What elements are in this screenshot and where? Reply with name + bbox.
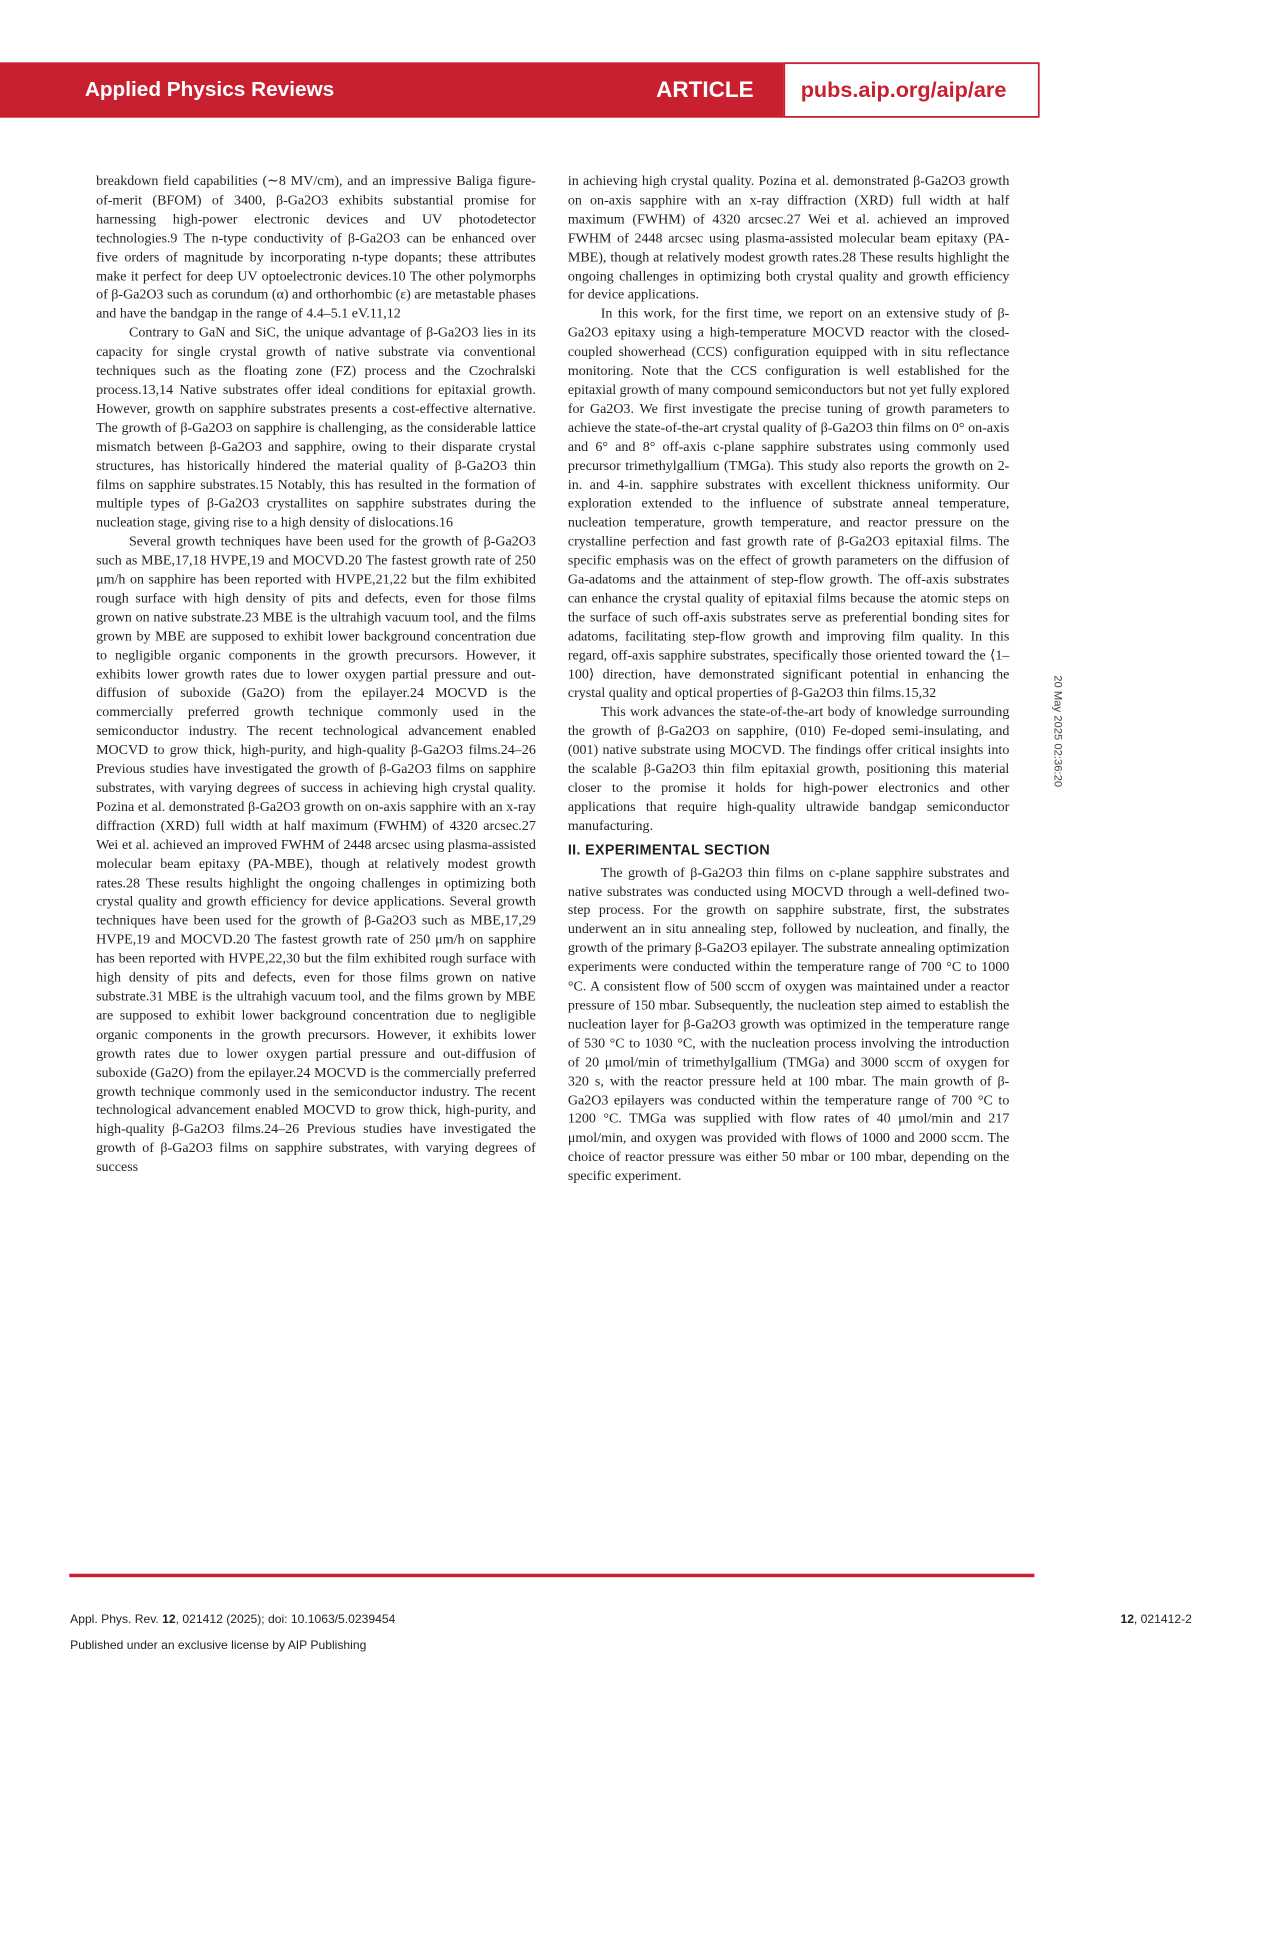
page-volume: 12 — [1120, 1611, 1134, 1626]
download-timestamp: 20 May 2025 02:36:20 — [1051, 675, 1065, 788]
citation-volume: 12 — [162, 1611, 176, 1626]
footer-page-number — [1120, 1612, 1191, 1626]
left-column — [96, 172, 536, 1177]
footer-citation — [70, 1612, 395, 1626]
paragraph: breakdown field capabilities (∼8 MV/cm), and an impressive Baliga figure-of-merit (BFOM) of 3400, β-Ga2O3 exhibits substantial promise for harnessing high-power electronic devices and UV photodetector technologies.9 The n-type conductivity of β-Ga2O3 can be enhanced over five orders of magnitude by incorporating n-type dopants; these attributes make it perfect for deep UV optoelectronic devices.10 The other polymorphs of β-Ga2O3 such as corundum (α) and orthorhombic (ε) are metastable phases and have the bandgap in the range of 4.4–5.1 eV.11,12 — [96, 173, 536, 322]
paragraph: The growth of β-Ga2O3 thin films on c-plane sapphire substrates and native substrates was conducted using MOCVD through a well-defined two-step process. For the growth on sapphire substrate, first, the substrates underwent an in situ annealing step, followed by nucleation, and finally, the growth of the primary β-Ga2O3 epilayer. The substrate annealing optimization experiments were conducted within the temperature range of 700 °C to 1000 °C. A consistent flow of 500 sccm of oxygen was maintained under a reactor pressure of 150 mbar. Subsequently, the nucleation step aimed to establish the nucleation layer for β-Ga2O3 growth was optimized in the temperature range of 530 °C to 1030 °C, with the nucleation process involving the introduction of 20 μmol/min of trimethylgallium (TMGa) and 3000 sccm of oxygen for 320 s, with the reactor pressure held at 100 mbar. The main growth of β-Ga2O3 epilayers was conducted within the temperature range of 700 °C to 1200 °C. TMGa was supplied with flow rates of 40 μmol/min and 217 μmol/min, and oxygen was provided with flows of 1000 and 2000 sccm. The choice of reactor pressure was either 50 mbar or 100 mbar, depending on the specific experiment. — [567, 864, 1010, 1184]
paragraph: In this work, for the first time, we report on an extensive study of β-Ga2O3 epitaxy using a high-temperature MOCVD reactor with the closed-coupled showerhead (CCS) configuration equipped with in situ reflectance monitoring. Note that the CCS configuration is well established for the epitaxial growth of many compound semiconductors but not yet fully explored for Ga2O3. We first investigate the precise tuning of growth parameters to achieve the state-of-the-art crystal quality of β-Ga2O3 thin films on 0° on-axis and 6° and 8° off-axis c-plane sapphire substrates using commonly used precursor trimethylgallium (TMGa). This study also reports the growth on 2-in. and 4-in. sapphire substrates with excellent thickness uniformity. Our exploration extended to the influence of substrate anneal temperature, nucleation temperature, growth temperature, and reactor pressure on the crystalline perfection and fast growth rate of β-Ga2O3 epitaxial films. The specific emphasis was on the effect of growth parameters on the diffusion of Ga-adatoms and the attainment of step-flow growth. The off-axis substrates can enhance the crystal quality of epitaxial films because the atomic steps on the surface of such off-axis substrates serve as preferential bonding sites for adatoms, facilitating step-flow growth and improving film quality. In this regard, off-axis sapphire substrates, specifically those oriented toward the ⟨1–100⟩ direction, have demonstrated significant potential in enhancing the crystal quality and optical properties of β-Ga2O3 thin films.15,32 — [567, 305, 1010, 701]
citation-rest: , 021412 (2025); doi: 10.1063/5.0239454 — [175, 1611, 396, 1626]
journal-title: Applied Physics Reviews — [84, 77, 335, 102]
right-column — [568, 172, 1009, 1186]
footer-divider — [69, 1574, 1034, 1577]
article-label: ARTICLE — [656, 76, 754, 103]
journal-url-link[interactable]: pubs.aip.org/aip/are — [800, 77, 1007, 103]
paragraph: in achieving high crystal quality. Pozina et al. demonstrated β-Ga2O3 growth on on-axis sapphire with an x-ray diffraction (XRD) full width at half maximum (FWHM) of 4320 arcsec.27 Wei et al. achieved an improved FWHM of 2448 arcsec using plasma-assisted molecular beam epitaxy (PA-MBE), though at relatively modest growth rates.28 These results highlight the ongoing challenges in optimizing both crystal quality and growth efficiency for device applications. — [567, 173, 1010, 303]
journal-url-box[interactable] — [783, 62, 1039, 117]
paragraph: This work advances the state-of-the-art body of knowledge surrounding the growth of β-Ga2O3 on sapphire, (010) Fe-doped semi-insulating, and (001) native substrate using MOCVD. The findings offer critical insights into the scalable β-Ga2O3 thin film epitaxial growth, positioning this material closer to the promise it holds for high-power electronics and other applications that require high-quality ultrawide bandgap semiconductor manufacturing. — [567, 704, 1010, 834]
page-rest: , 021412-2 — [1133, 1611, 1192, 1626]
paragraph: Several growth techniques have been used for the growth of β-Ga2O3 such as MBE,17,18 HVPE,19 and MOCVD.20 The fastest growth rate of 250 μm/h on sapphire has been reported with HVPE,21,22 but the film exhibited rough surface with high density of pits and defects, even for those films grown on native substrate.23 MBE is the ultrahigh vacuum tool, and the films grown by MBE are supposed to exhibit lower background concentration due to negligible organic components in the growth precursors. However, it exhibits lower growth rates due to lower oxygen partial pressure and out-diffusion of suboxide (Ga2O) from the epilayer.24 MOCVD is the commercially preferred growth technique commonly used in the semiconductor industry. The recent technological advancement enabled MOCVD to grow thick, high-purity, and high-quality β-Ga2O3 films.24–26 Previous studies have investigated the growth of β-Ga2O3 films on sapphire substrates, with varying degrees of success in achieving high crystal quality. Pozina et al. demonstrated β-Ga2O3 growth on on-axis sapphire with an x-ray diffraction (XRD) full width at half maximum (FWHM) of 4320 arcsec.27 Wei et al. achieved an improved FWHM of 2448 arcsec using plasma-assisted molecular beam epitaxy (PA-MBE), though at relatively modest growth rates.28 These results highlight the ongoing challenges in optimizing both crystal quality and growth efficiency for device applications. Several growth techniques have been used for the growth of β-Ga2O3 such as MBE,17,29 HVPE,19 and MOCVD.20 The fastest growth rate of 250 μm/h on sapphire has been reported with HVPE,22,30 but the film exhibited rough surface with high density of pits and defects, even for those films grown on native substrate.31 MBE is the ultrahigh vacuum tool, and the films grown by MBE are supposed to exhibit lower background concentration due to negligible organic components in the growth precursors. However, it exhibits lower growth rates due to lower oxygen partial pressure and out-diffusion of suboxide (Ga2O) from the epilayer.24 MOCVD is the commercially preferred growth technique commonly used in the semiconductor industry. The recent technological advancement enabled MOCVD to grow thick, high-purity, and high-quality β-Ga2O3 films.24–26 Previous studies have investigated the growth of β-Ga2O3 films on sapphire substrates, with varying degrees of success — [96, 533, 536, 1175]
citation-prefix: Appl. Phys. Rev. — [70, 1611, 163, 1626]
footer-license: Published under an exclusive license by AIP Publishing — [70, 1637, 367, 1652]
section-heading: II. EXPERIMENTAL SECTION — [567, 842, 771, 858]
paragraph: Contrary to GaN and SiC, the unique advantage of β-Ga2O3 lies in its capacity for single crystal growth of native substrate via conventional techniques such as the floating zone (FZ) process and the Czochralski process.13,14 Native substrates offer ideal conditions for epitaxial growth. However, growth on sapphire substrates presents a cost-effective alternative. The growth of β-Ga2O3 on sapphire is challenging, as the considerable lattice mismatch between β-Ga2O3 and sapphire, owing to their disparate crystal structures, has historically hindered the material quality of β-Ga2O3 thin films on sapphire substrates.15 Notably, this has resulted in the formation of multiple types of β-Ga2O3 crystallites on sapphire substrates during the nucleation stage, giving rise to a high density of dislocations.16 — [96, 324, 536, 531]
